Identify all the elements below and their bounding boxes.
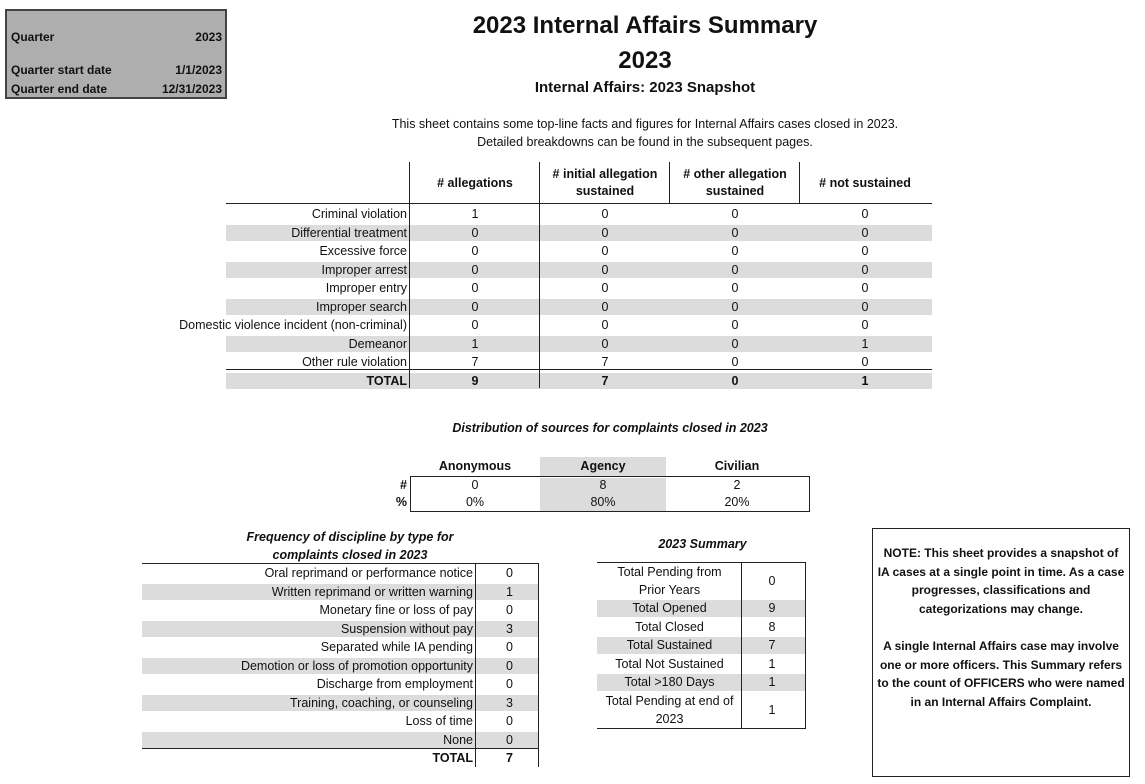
row-value: 1 bbox=[471, 207, 479, 221]
summary-label-line-1: Total Sustained bbox=[626, 638, 713, 652]
percent-anonymous: 0% bbox=[465, 495, 485, 509]
summary-value: 1 bbox=[768, 656, 776, 671]
summary-label-line-1: Total >180 Days bbox=[624, 675, 715, 689]
discipline-rule bbox=[142, 563, 539, 564]
percent-agency: 80% bbox=[590, 495, 616, 509]
list-item bbox=[142, 583, 540, 602]
list-item bbox=[142, 620, 540, 639]
page-title: 2023 Internal Affairs Summary bbox=[472, 12, 818, 39]
discipline-label: Loss of time bbox=[405, 714, 473, 728]
row-label: Criminal violation bbox=[311, 207, 407, 221]
percent-civilian: 20% bbox=[724, 495, 750, 509]
note-paragraph-1: NOTE: This sheet provides a snapshot of IA cases at a single point in time. As a case progresses, classifications and categorizations may change. bbox=[877, 546, 1125, 616]
list-item bbox=[597, 636, 807, 655]
summary-divider bbox=[805, 562, 806, 729]
row-value: 0 bbox=[731, 373, 739, 388]
list-item bbox=[597, 655, 807, 674]
summary-title: 2023 Summary bbox=[658, 537, 747, 551]
row-value: 0 bbox=[731, 207, 739, 221]
list-item bbox=[597, 673, 807, 692]
discipline-value: 0 bbox=[506, 603, 513, 617]
quarter-start-value: 1/1/2023 bbox=[175, 63, 222, 77]
discipline-value: 0 bbox=[506, 658, 513, 673]
row-value: 0 bbox=[601, 281, 609, 295]
table-row bbox=[162, 298, 932, 317]
table-row bbox=[162, 261, 932, 280]
row-value: 0 bbox=[861, 244, 869, 258]
table-divider bbox=[409, 162, 410, 388]
summary-label-line-1: Total Opened bbox=[632, 601, 707, 615]
quarter-end-row bbox=[11, 82, 222, 96]
header-not-sustained: # not sustained bbox=[819, 175, 911, 190]
note-paragraph-2: A single Internal Affairs case may involve one or more officers. This Summary refers to the count of OFFICERS who were named in an Internal Affairs Complaint. bbox=[877, 639, 1125, 709]
discipline-title bbox=[200, 528, 500, 564]
source-header-civilian: Civilian bbox=[714, 459, 760, 473]
quarter-start-label: Quarter start date bbox=[11, 63, 112, 77]
count-row-label: # bbox=[400, 478, 407, 492]
row-label: Demeanor bbox=[348, 336, 407, 351]
row-value: 1 bbox=[471, 336, 479, 351]
discipline-label: Written reprimand or written warning bbox=[271, 584, 473, 599]
percent-row-label: % bbox=[395, 495, 407, 509]
row-value: 0 bbox=[861, 262, 869, 277]
row-value: 0 bbox=[861, 318, 869, 332]
table-row bbox=[162, 279, 932, 298]
quarter-info-box bbox=[5, 9, 227, 99]
summary-label-line-1: Total Closed bbox=[635, 619, 704, 634]
note-box bbox=[872, 528, 1130, 777]
discipline-divider bbox=[538, 563, 539, 767]
discipline-title-line-2: complaints closed in 2023 bbox=[272, 548, 428, 562]
list-item bbox=[142, 712, 540, 731]
discipline-value: 0 bbox=[506, 566, 513, 580]
row-value: 0 bbox=[861, 355, 869, 369]
list-item bbox=[142, 657, 540, 676]
row-label: Improper arrest bbox=[321, 262, 407, 277]
table-row bbox=[162, 205, 932, 224]
count-agency: 8 bbox=[599, 478, 607, 492]
row-value: 0 bbox=[471, 299, 479, 314]
discipline-value: 3 bbox=[506, 695, 513, 710]
row-value: 0 bbox=[731, 281, 739, 295]
discipline-rule bbox=[142, 748, 539, 749]
discipline-label: Separated while IA pending bbox=[320, 640, 473, 654]
row-value: 0 bbox=[601, 336, 609, 351]
summary-label-line-1: Total Pending at end of bbox=[605, 693, 734, 708]
table-row bbox=[162, 224, 932, 243]
header-allegations: # allegations bbox=[437, 175, 513, 190]
row-value: 0 bbox=[601, 244, 609, 258]
list-item bbox=[142, 675, 540, 694]
discipline-total-row bbox=[142, 749, 540, 768]
row-label: Improper entry bbox=[325, 281, 407, 295]
row-value: 7 bbox=[601, 355, 609, 369]
sources-table bbox=[380, 457, 810, 515]
table-rule bbox=[226, 203, 932, 204]
page-subtitle: Internal Affairs: 2023 Snapshot bbox=[534, 79, 756, 96]
row-value: 0 bbox=[861, 281, 869, 295]
header-other-sustained: # other allegation sustained bbox=[683, 167, 787, 198]
discipline-title-line-1: Frequency of discipline by type for bbox=[246, 530, 454, 544]
quarter-start-row bbox=[11, 63, 222, 77]
summary-label bbox=[597, 692, 742, 728]
row-value: 0 bbox=[731, 355, 739, 369]
quarter-label: Quarter bbox=[11, 30, 55, 44]
table-divider bbox=[539, 162, 540, 388]
table-divider bbox=[669, 162, 670, 204]
row-value: 0 bbox=[601, 225, 609, 240]
row-label: Other rule violation bbox=[302, 355, 407, 369]
discipline-value: 0 bbox=[506, 714, 513, 728]
summary-label bbox=[597, 673, 742, 691]
discipline-label: Monetary fine or loss of pay bbox=[319, 603, 473, 617]
discipline-label: None bbox=[443, 732, 473, 747]
summary-value: 1 bbox=[768, 702, 776, 717]
discipline-value: 0 bbox=[506, 640, 513, 654]
intro-line-1: This sheet contains some top-line facts and figures for Internal Affairs cases closed in 2023. bbox=[391, 117, 899, 131]
summary-value: 9 bbox=[768, 601, 776, 615]
discipline-label: Discharge from employment bbox=[316, 677, 473, 691]
table-rule bbox=[226, 369, 932, 370]
row-value: 7 bbox=[601, 373, 609, 388]
row-value: 0 bbox=[601, 299, 609, 314]
row-value: 0 bbox=[731, 244, 739, 258]
summary-label-line-1: Total Pending from bbox=[617, 565, 722, 579]
discipline-label: Suspension without pay bbox=[340, 621, 473, 636]
row-value: 7 bbox=[471, 355, 479, 369]
row-value: 0 bbox=[861, 207, 869, 221]
row-value: 0 bbox=[731, 336, 739, 351]
summary-label-line-1: Total Not Sustained bbox=[615, 656, 724, 671]
summary-value: 8 bbox=[768, 619, 776, 634]
row-value: 0 bbox=[731, 262, 739, 277]
quarter-end-label: Quarter end date bbox=[11, 82, 108, 96]
summary-value: 7 bbox=[768, 638, 776, 652]
discipline-value: 0 bbox=[506, 677, 513, 691]
discipline-label: Training, coaching, or counseling bbox=[290, 695, 473, 710]
row-label: Excessive force bbox=[319, 244, 407, 258]
header-initial-sustained: # initial allegation sustained bbox=[552, 167, 658, 198]
row-value: 0 bbox=[471, 244, 479, 258]
source-header-anonymous: Anonymous bbox=[438, 459, 512, 473]
quarter-end-value: 12/31/2023 bbox=[161, 82, 222, 96]
row-label: Domestic violence incident (non-criminal) bbox=[179, 318, 407, 332]
summary-label bbox=[597, 618, 742, 636]
row-value: 0 bbox=[471, 281, 479, 295]
table-row bbox=[162, 335, 932, 354]
summary-divider bbox=[741, 562, 742, 729]
table-row bbox=[162, 316, 932, 335]
row-value: 0 bbox=[601, 262, 609, 277]
summary-rule bbox=[597, 728, 806, 729]
row-value: 0 bbox=[471, 225, 479, 240]
intro-text bbox=[300, 115, 990, 151]
row-value: 0 bbox=[861, 225, 869, 240]
row-value: 0 bbox=[601, 318, 609, 332]
table-divider bbox=[799, 162, 800, 204]
summary-label-line-2: Prior Years bbox=[638, 583, 701, 597]
row-value: 0 bbox=[731, 299, 739, 314]
list-item bbox=[142, 564, 540, 583]
quarter-row bbox=[11, 30, 222, 44]
summary-label bbox=[597, 636, 742, 654]
intro-line-2: Detailed breakdowns can be found in the subsequent pages. bbox=[477, 135, 813, 149]
summary-label-line-2: 2023 bbox=[655, 711, 684, 726]
source-header-agency: Agency bbox=[580, 459, 626, 473]
summary-value: 1 bbox=[768, 675, 776, 689]
discipline-value: 3 bbox=[506, 621, 513, 636]
count-anonymous: 0 bbox=[471, 478, 479, 492]
discipline-value: 1 bbox=[506, 584, 513, 599]
list-item bbox=[597, 618, 807, 637]
row-label: Improper search bbox=[315, 299, 407, 314]
row-value: 0 bbox=[731, 318, 739, 332]
row-value: 1 bbox=[861, 373, 869, 388]
summary-label bbox=[597, 599, 742, 617]
summary-rule bbox=[597, 562, 806, 563]
page-title-year: 2023 bbox=[618, 47, 672, 74]
allegations-total-row bbox=[162, 372, 932, 391]
row-value: 0 bbox=[861, 299, 869, 314]
discipline-label: Demotion or loss of promotion opportunity bbox=[240, 658, 473, 673]
row-value: 0 bbox=[601, 207, 609, 221]
list-item bbox=[597, 563, 807, 599]
row-value: 0 bbox=[471, 318, 479, 332]
discipline-label: TOTAL bbox=[432, 751, 473, 765]
sources-title: Distribution of sources for complaints closed in 2023 bbox=[452, 421, 768, 435]
discipline-value: 0 bbox=[506, 732, 513, 747]
list-item bbox=[142, 638, 540, 657]
row-value: 1 bbox=[861, 336, 869, 351]
discipline-value: 7 bbox=[506, 751, 513, 765]
row-value: 0 bbox=[731, 225, 739, 240]
allegations-table bbox=[162, 162, 932, 390]
discipline-divider bbox=[475, 563, 476, 767]
list-item bbox=[597, 692, 807, 728]
quarter-value: 2023 bbox=[195, 30, 222, 44]
table-row bbox=[162, 242, 932, 261]
discipline-label: Oral reprimand or performance notice bbox=[264, 566, 473, 580]
list-item bbox=[142, 601, 540, 620]
row-value: 9 bbox=[471, 373, 479, 388]
summary-label bbox=[597, 655, 742, 673]
summary-value: 0 bbox=[768, 574, 776, 588]
row-label: TOTAL bbox=[366, 373, 407, 388]
list-item bbox=[142, 694, 540, 713]
count-civilian: 2 bbox=[733, 478, 741, 492]
row-value: 0 bbox=[471, 262, 479, 277]
list-item bbox=[597, 599, 807, 618]
list-item bbox=[142, 731, 540, 750]
summary-label bbox=[597, 563, 742, 599]
row-label: Differential treatment bbox=[291, 225, 407, 240]
